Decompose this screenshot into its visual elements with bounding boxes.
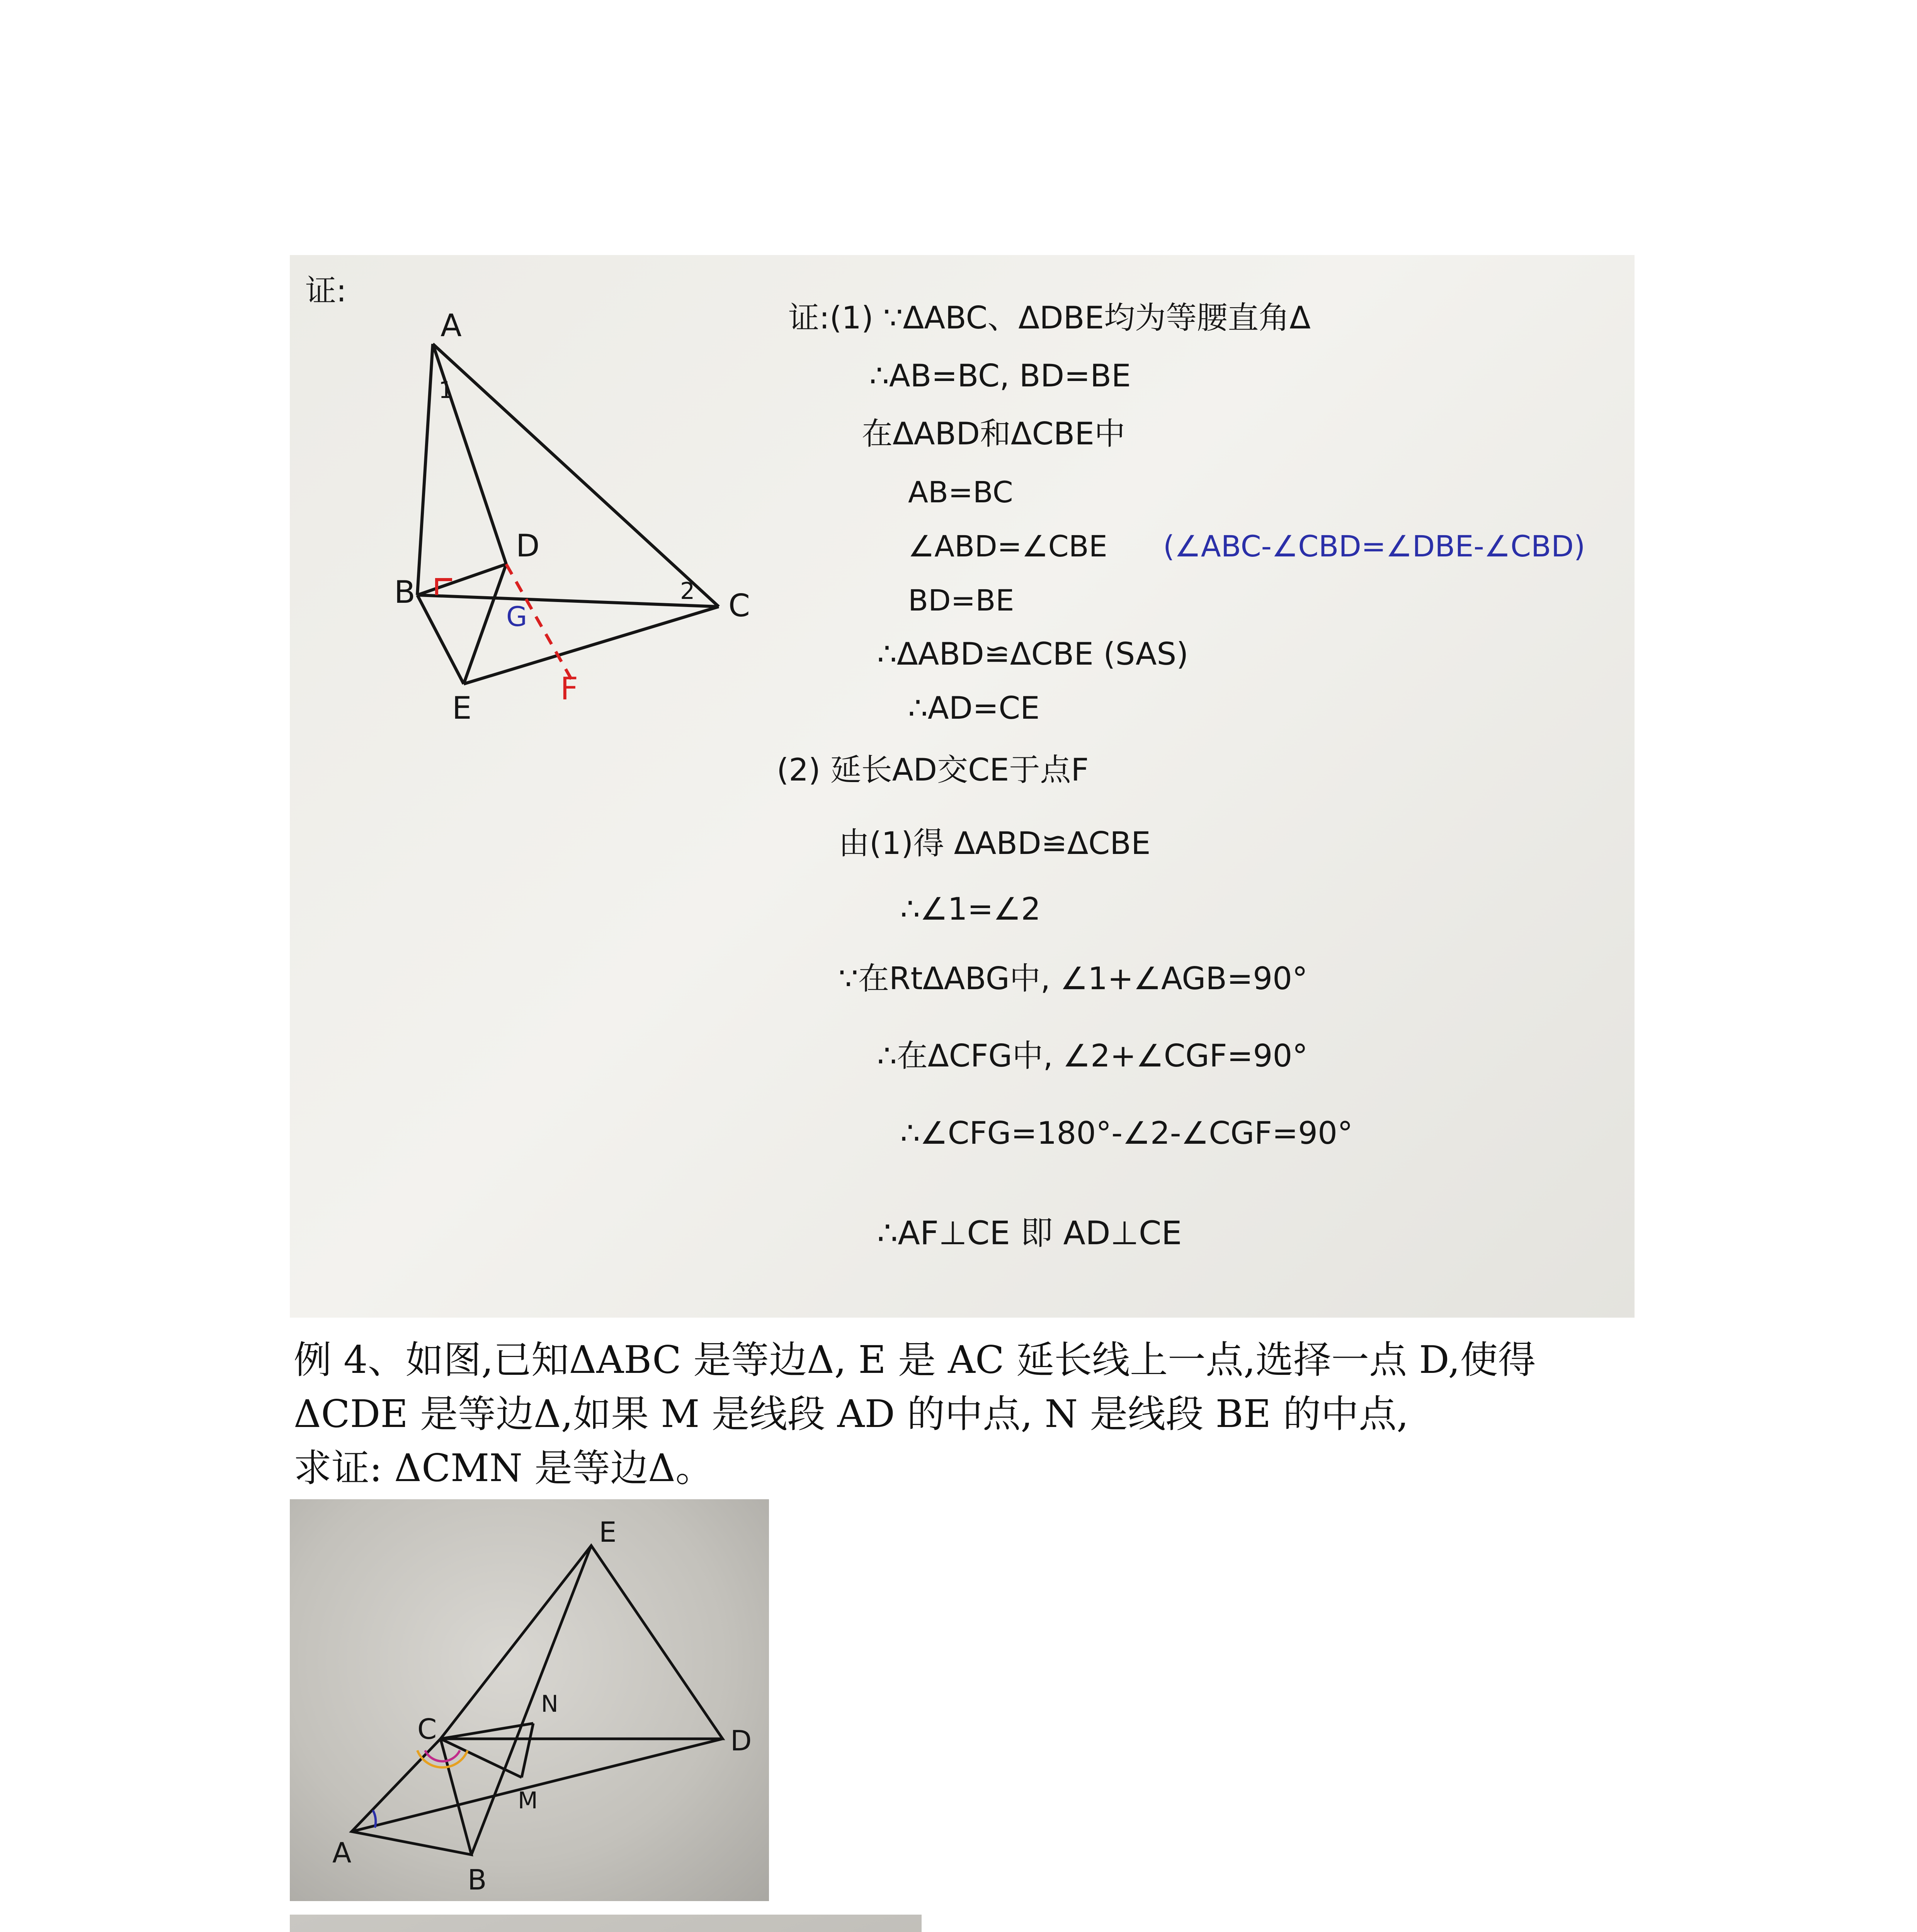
proof-1-line: ∴ΔABD≌ΔCBE (SAS) [877, 636, 1189, 672]
point-E: E [452, 690, 472, 726]
proof-1-line: 由(1)得 ΔABD≌ΔCBE [839, 825, 1151, 861]
proof-1-line: ∴∠1=∠2 [900, 891, 1041, 927]
proof-1-line: ∠ABD=∠CBE [908, 529, 1107, 563]
point-N: N [541, 1690, 558, 1718]
proof-photo-1-drawing [290, 255, 1635, 1318]
proof-photo-3-drawing [290, 1915, 922, 1932]
point-A: A [332, 1837, 352, 1869]
example-line-2: ΔCDE 是等边Δ,如果 M 是线段 AD 的中点, N 是线段 BE 的中点, [294, 1392, 1409, 1436]
point-B: B [468, 1864, 487, 1896]
point-D: D [730, 1725, 752, 1757]
point-C: C [728, 588, 750, 624]
proof-1-line: ∴∠CFG=180°-∠2-∠CGF=90° [900, 1115, 1353, 1151]
point-F: F [560, 671, 578, 707]
proof-1-line: ∴AF⊥CE 即 AD⊥CE [877, 1214, 1182, 1252]
figure-photo-2-drawing [290, 1499, 769, 1901]
angle-1-label: 1 [439, 377, 454, 404]
proof-1-line: ∴AB=BC, BD=BE [869, 358, 1131, 394]
example-line-3: 求证: ΔCMN 是等边Δ。 [294, 1446, 713, 1490]
proof-1-line: BD=BE [908, 583, 1014, 617]
point-A: A [441, 308, 462, 344]
point-D: D [516, 528, 540, 564]
example-line-1: 例 4、如图,已知ΔABC 是等边Δ, E 是 AC 延长线上一点,选择一点 D,使得 [294, 1338, 1536, 1382]
proof-1-line: ∵在RtΔABG中, ∠1+∠AGB=90° [839, 961, 1308, 997]
proof-1-line: 在ΔABD和ΔCBE中 [862, 416, 1125, 452]
angle-2-label: 2 [680, 578, 695, 605]
corner-label: 证: [305, 273, 347, 309]
proof-photo-1 [290, 255, 1635, 1318]
figure-photo-2 [290, 1499, 769, 1901]
point-M: M [518, 1787, 538, 1814]
proof-photo-3 [290, 1915, 922, 1932]
proof-1-line: AB=BC [908, 475, 1013, 509]
point-G: G [506, 601, 527, 633]
proof-1-line: 证:(1) ∵ΔABC、ΔDBE均为等腰直角Δ [788, 300, 1311, 336]
proof-1-line-blue: (∠ABC-∠CBD=∠DBE-∠CBD) [1163, 529, 1585, 563]
point-B: B [394, 574, 415, 610]
proof-1-text [777, 300, 1585, 1252]
point-C: C [417, 1713, 437, 1745]
proof-1-line: (2) 延长AD交CE于点F [777, 752, 1089, 788]
triangle-figure-1 [417, 344, 719, 684]
point-E: E [599, 1516, 617, 1548]
proof-1-line: ∴在ΔCFG中, ∠2+∠CGF=90° [877, 1038, 1308, 1074]
proof-1-line: ∴AD=CE [908, 690, 1040, 726]
